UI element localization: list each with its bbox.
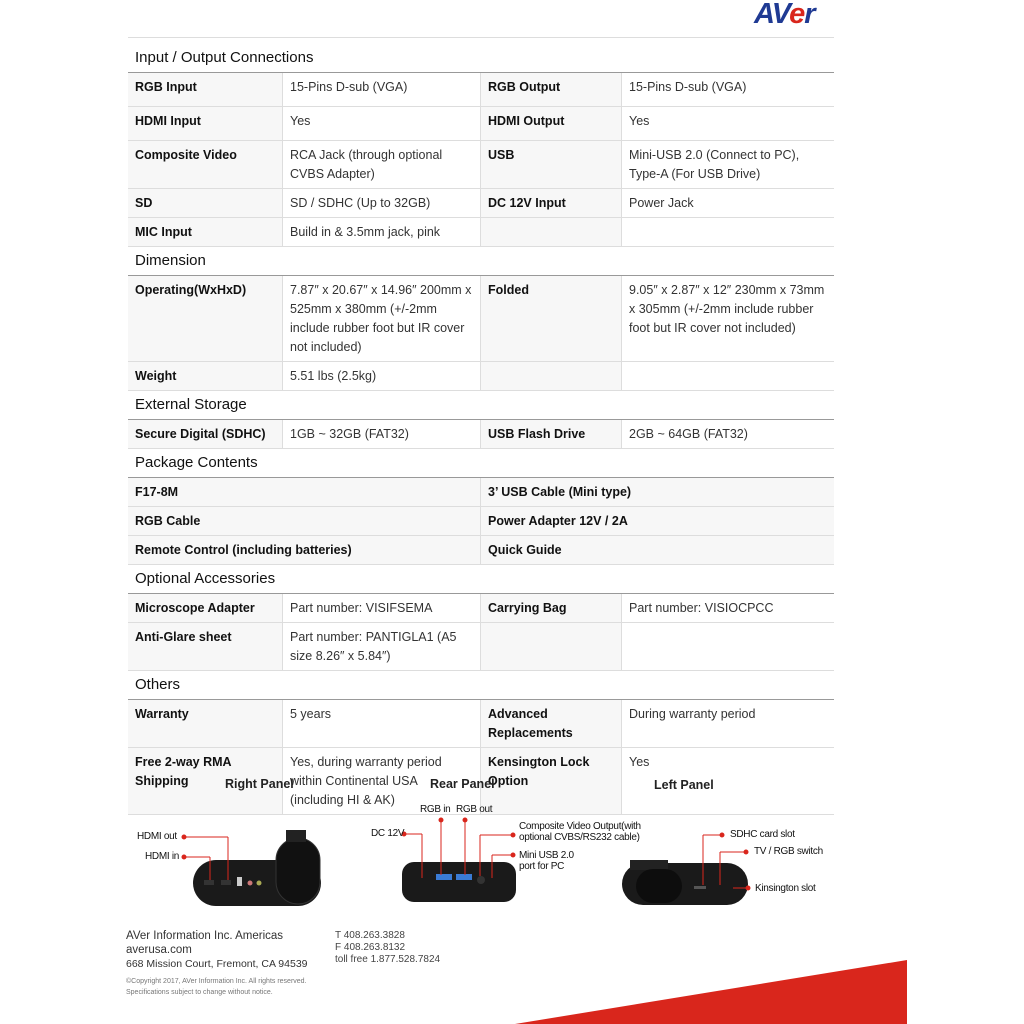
spec-label: USB Flash Drive bbox=[481, 420, 622, 448]
spec-label: RGB Output bbox=[481, 73, 622, 106]
spec-label: Kensington Lock Option bbox=[481, 748, 622, 814]
spec-value: SD / SDHC (Up to 32GB) bbox=[283, 189, 481, 217]
left-panel-title: Left Panel bbox=[654, 778, 714, 792]
footer-contact bbox=[126, 929, 308, 971]
spec-value: Yes bbox=[622, 748, 834, 814]
footer-legal bbox=[126, 976, 307, 998]
spec-value: Yes bbox=[622, 107, 834, 140]
spec-value: 1GB ~ 32GB (FAT32) bbox=[283, 420, 481, 448]
section-title: Input / Output Connections bbox=[135, 49, 314, 66]
section-title: Optional Accessories bbox=[135, 570, 276, 587]
spec-value: 15-Pins D-sub (VGA) bbox=[622, 73, 834, 106]
copyright: ©Copyright 2017, AVer Information Inc. All rights reserved. bbox=[126, 978, 307, 985]
spec-label: DC 12V Input bbox=[481, 189, 622, 217]
company-name: AVer Information Inc. Americas bbox=[126, 930, 284, 942]
section-title: Package Contents bbox=[135, 454, 258, 471]
spec-label: SD bbox=[128, 189, 283, 217]
label-composite-1: Composite Video Output(with bbox=[519, 821, 641, 832]
spec-value: Build in & 3.5mm jack, pink bbox=[283, 218, 481, 246]
spec-value: Part number: VISIOCPCC bbox=[622, 594, 834, 622]
spec-label: Remote Control (including batteries) bbox=[128, 536, 481, 564]
spec-value: Part number: VISIFSEMA bbox=[283, 594, 481, 622]
label-mini-usb-1: Mini USB 2.0 bbox=[519, 850, 574, 861]
spec-label: Quick Guide bbox=[481, 536, 834, 564]
spec-label: Microscope Adapter bbox=[128, 594, 283, 622]
spec-value: 9.05″ x 2.87″ x 12″ 230mm x 73mm x 305mm (+/-2mm include rubber foot but IR cover not included) bbox=[622, 276, 834, 361]
spec-value: 2GB ~ 64GB (FAT32) bbox=[622, 420, 834, 448]
label-mini-usb-2: port for PC bbox=[519, 861, 565, 872]
spec-label: HDMI Input bbox=[128, 107, 283, 140]
footer-phones bbox=[335, 930, 440, 966]
label-sdhc-slot: SDHC card slot bbox=[730, 829, 795, 840]
spec-label: Carrying Bag bbox=[481, 594, 622, 622]
notice: Specifications subject to change without notice. bbox=[126, 989, 273, 996]
spec-label: F17-8M bbox=[128, 478, 481, 506]
label-dc-12v: DC 12V bbox=[371, 828, 405, 839]
spec-label: Composite Video bbox=[128, 141, 283, 188]
spec-label: RGB Cable bbox=[128, 507, 481, 535]
spec-label: Secure Digital (SDHC) bbox=[128, 420, 283, 448]
spec-label: Advanced Replacements bbox=[481, 700, 622, 747]
label-rgb-out: RGB out bbox=[456, 804, 493, 815]
spec-label: Power Adapter 12V / 2A bbox=[481, 507, 834, 535]
spec-value: RCA Jack (through optional CVBS Adapter) bbox=[283, 141, 481, 188]
section-title: External Storage bbox=[135, 396, 247, 413]
spec-value: Power Jack bbox=[622, 189, 834, 217]
spec-label: USB bbox=[481, 141, 622, 188]
spec-label: Operating(WxHxD) bbox=[128, 276, 283, 361]
red-corner-decoration bbox=[515, 960, 907, 1024]
right-panel-image bbox=[182, 830, 321, 906]
right-panel-title: Right Panel bbox=[225, 777, 294, 791]
spec-label: MIC Input bbox=[128, 218, 283, 246]
spec-value: Mini-USB 2.0 (Connect to PC), Type-A (For USB Drive) bbox=[622, 141, 834, 188]
label-hdmi-in: HDMI in bbox=[145, 851, 180, 862]
toll-free: toll free 1.877.528.7824 bbox=[335, 954, 441, 965]
spec-label: Warranty bbox=[128, 700, 283, 747]
left-panel-image bbox=[622, 833, 750, 905]
label-hdmi-out: HDMI out bbox=[137, 831, 177, 842]
spec-label: Folded bbox=[481, 276, 622, 361]
website-link[interactable]: averusa.com bbox=[126, 944, 192, 956]
spec-value: Part number: PANTIGLA1 (A5 size 8.26″ x 5.84″) bbox=[283, 623, 481, 670]
spec-value: Yes bbox=[283, 107, 481, 140]
spec-label: HDMI Output bbox=[481, 107, 622, 140]
spec-label: 3’ USB Cable (Mini type) bbox=[481, 478, 834, 506]
spec-label: Free 2-way RMA Shipping bbox=[128, 748, 283, 814]
section-title: Others bbox=[135, 676, 181, 693]
spec-value: 5.51 lbs (2.5kg) bbox=[283, 362, 481, 390]
address: 668 Mission Court, Fremont, CA 94539 bbox=[126, 958, 308, 970]
spec-value: Yes, during warranty period within Continental USA (including HI & AK) bbox=[283, 748, 481, 814]
section-title: Dimension bbox=[135, 252, 206, 269]
spec-label: Anti-Glare sheet bbox=[128, 623, 283, 670]
spec-label: Weight bbox=[128, 362, 283, 390]
rear-panel-image bbox=[402, 818, 516, 902]
phone: T 408.263.3828 bbox=[335, 930, 405, 941]
spec-value: 7.87″ x 20.67″ x 14.96″ 200mm x 525mm x 380mm (+/-2mm include rubber foot but IR cover not included) bbox=[283, 276, 481, 361]
spec-value: During warranty period bbox=[622, 700, 834, 747]
label-composite-2: optional CVBS/RS232 cable) bbox=[519, 832, 640, 843]
spec-value: 15-Pins D-sub (VGA) bbox=[283, 73, 481, 106]
spec-label: RGB Input bbox=[128, 73, 283, 106]
label-rgb-in: RGB in bbox=[420, 804, 451, 815]
label-kinsington-slot: Kinsington slot bbox=[755, 883, 816, 894]
spec-value: 5 years bbox=[283, 700, 481, 747]
rear-panel-title: Rear Panel bbox=[430, 777, 495, 791]
fax: F 408.263.8132 bbox=[335, 942, 406, 953]
label-tv-rgb-switch: TV / RGB switch bbox=[754, 846, 823, 857]
aver-logo: AVer bbox=[754, 0, 815, 30]
